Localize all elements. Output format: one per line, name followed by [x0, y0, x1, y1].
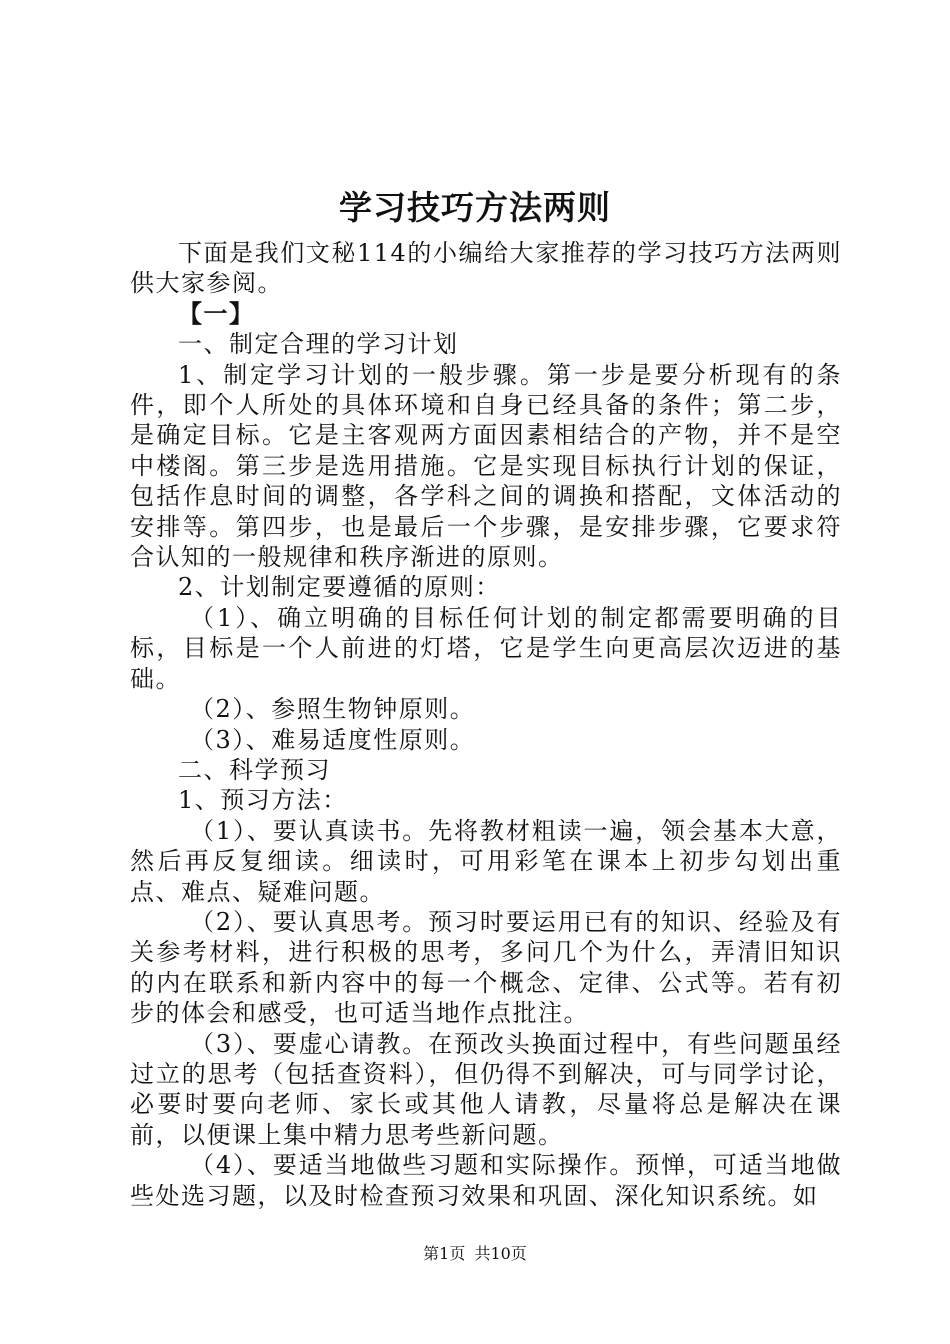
intro-paragraph: 下面是我们文秘114的小编给大家推荐的学习技巧方法两则供大家参阅。: [130, 239, 842, 298]
paragraph-method-1: （1）、要认真读书。先将教材粗读一遍，领会基本大意，然后再反复细读。细读时，可用彩笔在课本上初步勾划出重点、难点、疑难问题。: [130, 816, 842, 906]
paragraph-plan-principles: 2、计划制定要遵循的原则：: [178, 573, 501, 602]
paragraph-principle-3: （3）、难易适度性原则。: [190, 725, 476, 754]
section-heading-preview: 二、科学预习: [178, 755, 331, 784]
paragraph-method-4: （4）、要适当地做些习题和实际操作。预惮，可适当地做些处选习题，以及时检查预习效果和巩固、深化知识系统。如: [130, 1151, 842, 1210]
paragraph-principle-2: （2）、参照生物钟原则。: [190, 695, 476, 724]
document-title: 学习技巧方法两则: [339, 188, 611, 227]
paragraph-preview-methods: 1、预习方法：: [178, 786, 348, 815]
paragraph-principle-1: （1）、确立明确的目标任何计划的制定都需要明确的目标，目标是一个人前进的灯塔，它是学生向更高层次迈进的基础。: [130, 603, 842, 693]
section-marker-one: 【一】: [178, 298, 255, 328]
document-body: [130, 238, 842, 1211]
section-heading-plan: 一、制定合理的学习计划: [178, 330, 459, 359]
paragraph-plan-steps: 1、制定学习计划的一般步骤。第一步是要分析现有的条件，即个人所处的具体环境和自身已经具备的条件；第二步，是确定目标。它是主客观两方面因素相结合的产物，并不是空中楼阁。第三步是选用措施。它是实现目标执行计划的保证，包括作息时间的调整，各学科之间的调换和搭配，文体活动的安排等。第四步，也是最后一个步骤，是安排步骤，它要求符合认知的一般规律和秩序渐进的原则。: [130, 360, 842, 572]
paragraph-method-2: （2）、要认真思考。预习时要运用已有的知识、经验及有关参考材料，进行积极的思考，多问几个为什么，弄清旧知识的内在联系和新内容中的每一个概念、定律、公式等。若有初步的体会和感受，也可适当地作点批注。: [130, 907, 842, 1028]
paragraph-method-3: （3）、要虚心请教。在预改头换面过程中，有些问题虽经过立的思考（包括查资料），但仍得不到解决，可与同学讨论，必要时要向老师、家长或其他人请教，尽量将总是解决在课前，以便课上集中精力思考些新问题。: [130, 1029, 842, 1149]
page-number-footer: 第1页 共10页: [423, 1244, 527, 1263]
